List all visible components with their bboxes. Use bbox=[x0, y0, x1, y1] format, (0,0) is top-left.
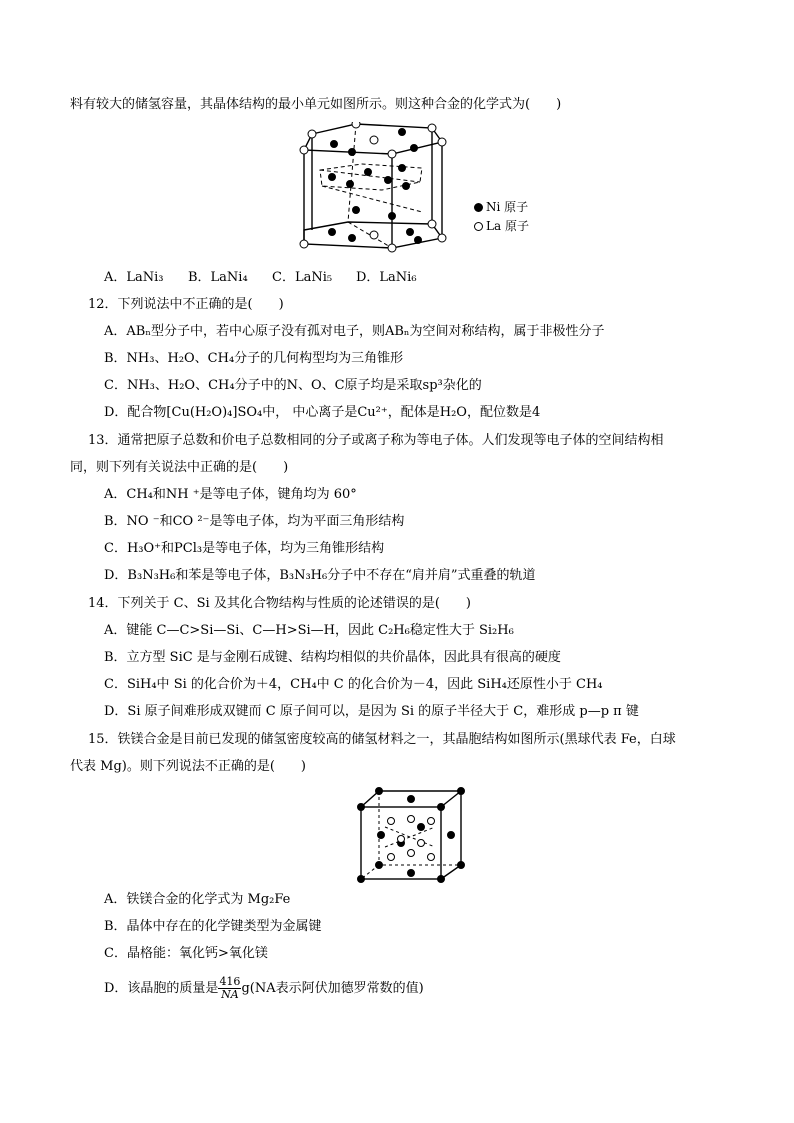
q11-option-b: B．LaNi₄ bbox=[188, 270, 248, 285]
q12-option-d: D．配合物[Cu(H₂O)₄]SO₄中， 中心离子是Cu²⁺，配体是H₂O，配位数是4 bbox=[104, 405, 541, 420]
q12-option-a: A．ABₙ型分子中，若中心原子没有孤对电子，则ABₙ为空间对称结构，属于非极性分子 bbox=[104, 324, 605, 339]
q11-option-c: C．LaNi₅ bbox=[272, 270, 333, 285]
legend-la: La 原子 bbox=[474, 217, 529, 234]
q14-option-d: D．Si 原子间难形成双键而 C 原子间可以，是因为 Si 的原子半径大于 C，难形成 p—p π 键 bbox=[104, 704, 639, 719]
q13-stem-line1: 13．通常把原子总数和价电子总数相同的分子或离子称为等电子体。人们发现等电子体的空间结构相 bbox=[88, 433, 664, 448]
q15-stem-line1: 15．铁镁合金是目前已发现的储氢密度较高的储氢材料之一，其晶胞结构如图所示(黑球代表 Fe，白球 bbox=[88, 732, 676, 747]
q12-stem: 12．下列说法中不正确的是( ) bbox=[88, 297, 284, 312]
hexagonal-crystal-figure bbox=[292, 122, 452, 254]
q15-option-a: A．铁镁合金的化学式为 Mg₂Fe bbox=[104, 892, 291, 907]
cubic-crystal-figure bbox=[355, 787, 467, 883]
q11-option-d: D．LaNi₆ bbox=[356, 270, 417, 285]
question-11-stem-continuation: 料有较大的储氢容量，其晶体结构的最小单元如图所示。则这种合金的化学式为( ) bbox=[70, 97, 562, 112]
open-circle-icon bbox=[474, 222, 483, 231]
fraction-denominator: NA bbox=[221, 988, 239, 1001]
fraction bbox=[218, 976, 241, 1001]
q12-option-b: B．NH₃、H₂O、CH₄分子的几何构型均为三角锥形 bbox=[104, 351, 404, 366]
q15-option-d-suffix: g(NA表示阿伏加德罗常数的值) bbox=[241, 981, 424, 996]
q15-stem-line2: 代表 Mg)。则下列说法不正确的是( ) bbox=[70, 759, 306, 774]
q13-option-b: B．NO ⁻和CO ²⁻是等电子体，均为平面三角形结构 bbox=[104, 514, 405, 529]
legend-ni: Ni 原子 bbox=[474, 198, 528, 215]
q15-option-c: C．晶格能：氧化钙>氧化镁 bbox=[104, 946, 268, 961]
q13-option-c: C．H₃O⁺和PCl₃是等电子体，均为三角锥形结构 bbox=[104, 541, 385, 556]
q13-option-d: D．B₃N₃H₆和苯是等电子体，B₃N₃H₆分子中不存在“肩并肩”式重叠的轨道 bbox=[104, 568, 536, 583]
q14-stem: 14．下列关于 C、Si 及其化合物结构与性质的论述错误的是( ) bbox=[88, 596, 471, 611]
q12-option-c: C．NH₃、H₂O、CH₄分子中的N、O、C原子均是采取sp³杂化的 bbox=[104, 378, 482, 393]
q14-option-b: B．立方型 SiC 是与金刚石成键、结构均相似的共价晶体，因此具有很高的硬度 bbox=[104, 650, 561, 665]
q15-option-d-prefix: D．该晶胞的质量是 bbox=[104, 981, 219, 996]
filled-circle-icon bbox=[474, 203, 483, 212]
q14-option-c: C．SiH₄中 Si 的化合价为＋4，CH₄中 C 的化合价为－4，因此 SiH₄还原性小于 CH₄ bbox=[104, 677, 603, 692]
fraction-numerator: 416 bbox=[219, 975, 241, 988]
q11-option-a: A．LaNi₃ bbox=[104, 270, 164, 285]
q15-option-b: B．晶体中存在的化学键类型为金属键 bbox=[104, 919, 322, 934]
q13-stem-line2: 同，则下列有关说法中正确的是( ) bbox=[70, 460, 289, 475]
q14-option-a: A．键能 C—C>Si—Si、C—H>Si—H，因此 C₂H₆稳定性大于 Si₂H₆ bbox=[104, 623, 514, 638]
q15-option-d bbox=[104, 976, 424, 1001]
q13-option-a: A．CH₄和NH ⁺是等电子体，键角均为 60° bbox=[104, 487, 357, 502]
